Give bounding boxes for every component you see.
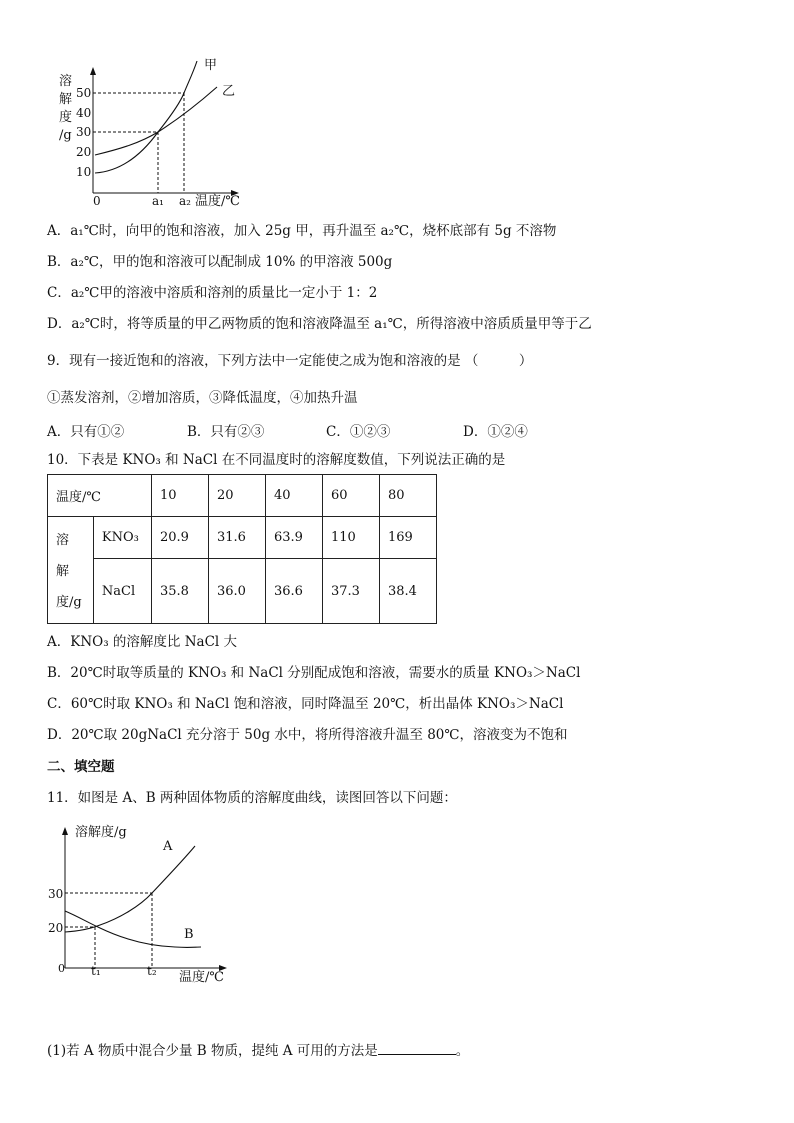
table-nacl-label: NaCl bbox=[93, 559, 151, 624]
q10-stem: 10．下表是 KNO₃ 和 NaCl 在不同温度时的溶解度数值，下列说法正确的是 bbox=[47, 452, 506, 468]
y-axis-label-3: 度 bbox=[59, 110, 73, 125]
table-cell: 63.9 bbox=[266, 517, 323, 559]
solubility-chart-2 bbox=[45, 818, 245, 990]
table-row-nacl bbox=[48, 559, 437, 624]
q9-option-a: A．只有①② bbox=[47, 424, 125, 440]
origin-label: 0 bbox=[58, 962, 65, 975]
y-axis-arrow bbox=[62, 827, 68, 835]
table-temp: 80 bbox=[380, 475, 437, 517]
table-cell: 36.6 bbox=[266, 559, 323, 624]
table-cell: 20.9 bbox=[152, 517, 209, 559]
q10-option-c: C．60℃时取 KNO₃ 和 NaCl 饱和溶液，同时降温至 20℃，析出晶体 KNO₃＞NaCl bbox=[47, 696, 564, 712]
q11-sub1-text: (1)若 A 物质中混合少量 B 物质，提纯 A 可用的方法是 bbox=[47, 1043, 378, 1059]
y-axis-label-4: /g bbox=[59, 128, 72, 143]
y-tick-50: 50 bbox=[76, 86, 92, 100]
q8-option-b: B．a₂℃，甲的饱和溶液可以配制成 10% 的甲溶液 500g bbox=[47, 254, 393, 270]
y-axis-arrow bbox=[90, 67, 96, 75]
curve-b-label: B bbox=[184, 927, 194, 942]
curve-jia bbox=[95, 61, 197, 173]
y-axis-label: 溶解度/g bbox=[75, 825, 127, 840]
table-row-label-3: 度/g bbox=[56, 594, 82, 610]
origin-label: 0 bbox=[93, 194, 101, 208]
x-axis-label: 温度/℃ bbox=[195, 194, 240, 209]
q10-option-b: B．20℃时取等质量的 KNO₃ 和 NaCl 分别配成饱和溶液，需要水的质量 KNO₃＞NaCl bbox=[47, 665, 581, 681]
y-axis-label-1: 溶 bbox=[59, 74, 73, 89]
x-tick-a2: a₂ bbox=[179, 194, 191, 208]
y-tick-30: 30 bbox=[48, 887, 64, 901]
y-tick-40: 40 bbox=[76, 106, 92, 120]
q10-option-a: A．KNO₃ 的溶解度比 NaCl 大 bbox=[47, 634, 238, 650]
x-tick-t1: t₁ bbox=[91, 964, 101, 978]
y-tick-10: 10 bbox=[76, 165, 92, 179]
table-kno3-label: KNO₃ bbox=[93, 517, 151, 559]
table-temp: 10 bbox=[152, 475, 209, 517]
solubility-chart-1 bbox=[55, 55, 255, 210]
q9-option-d: D．①②④ bbox=[463, 424, 528, 440]
table-row-label-2: 解 bbox=[56, 563, 70, 579]
y-tick-30: 30 bbox=[76, 125, 92, 139]
curve-jia-label: 甲 bbox=[204, 58, 218, 73]
curve-yi-label: 乙 bbox=[222, 84, 236, 99]
q9-stem: 9．现有一接近饱和的溶液，下列方法中一定能使之成为饱和溶液的是 （ ） bbox=[47, 353, 533, 369]
q8-option-c: C．a₂℃甲的溶液中溶质和溶剂的质量比一定小于 1：2 bbox=[47, 285, 378, 301]
q8-option-a: A．a₁℃时，向甲的饱和溶液，加入 25g 甲，再升温至 a₂℃，烧杯底部有 5g 不溶物 bbox=[47, 223, 557, 239]
table-cell: 37.3 bbox=[323, 559, 380, 624]
table-cell: 169 bbox=[380, 517, 437, 559]
q9-methods: ①蒸发溶剂，②增加溶质，③降低温度，④加热升温 bbox=[47, 390, 358, 406]
x-tick-t2: t₂ bbox=[147, 964, 157, 978]
table-temp: 40 bbox=[266, 475, 323, 517]
table-temp: 60 bbox=[323, 475, 380, 517]
table-cell: 110 bbox=[323, 517, 380, 559]
q9-option-c: C．①②③ bbox=[326, 424, 391, 440]
table-row-label bbox=[48, 517, 94, 624]
table-cell: 31.6 bbox=[209, 517, 266, 559]
table-header-row bbox=[48, 475, 437, 517]
table-row-label-1: 溶 bbox=[56, 532, 70, 548]
answer-blank[interactable] bbox=[378, 1040, 456, 1055]
y-axis-label-2: 解 bbox=[59, 92, 73, 107]
q11-sub1 bbox=[47, 1040, 469, 1060]
table-header-label: 温度/℃ bbox=[48, 475, 152, 517]
curve-a bbox=[65, 846, 195, 932]
table-cell: 36.0 bbox=[209, 559, 266, 624]
q10-option-d: D．20℃取 20gNaCl 充分溶于 50g 水中，将所得溶液升温至 80℃，溶液变为不饱和 bbox=[47, 727, 568, 743]
q9-option-b: B．只有②③ bbox=[187, 424, 265, 440]
y-tick-20: 20 bbox=[76, 145, 92, 159]
q11-sub1-end: 。 bbox=[455, 1043, 470, 1059]
curve-a-label: A bbox=[163, 839, 173, 854]
q11-stem: 11．如图是 A、B 两种固体物质的溶解度曲线，读图回答以下问题： bbox=[47, 790, 457, 806]
section-heading: 二、填空题 bbox=[47, 759, 115, 775]
curve-yi bbox=[95, 87, 217, 155]
x-tick-a1: a₁ bbox=[152, 194, 164, 208]
table-temp: 20 bbox=[209, 475, 266, 517]
y-tick-20: 20 bbox=[48, 921, 64, 935]
x-axis-label: 温度/℃ bbox=[179, 970, 224, 985]
table-cell: 38.4 bbox=[380, 559, 437, 624]
table-cell: 35.8 bbox=[152, 559, 209, 624]
table-row-kno3 bbox=[48, 517, 437, 559]
solubility-table bbox=[47, 474, 437, 624]
q8-option-d: D．a₂℃时，将等质量的甲乙两物质的饱和溶液降温至 a₁℃，所得溶液中溶质质量甲等于乙 bbox=[47, 316, 592, 332]
